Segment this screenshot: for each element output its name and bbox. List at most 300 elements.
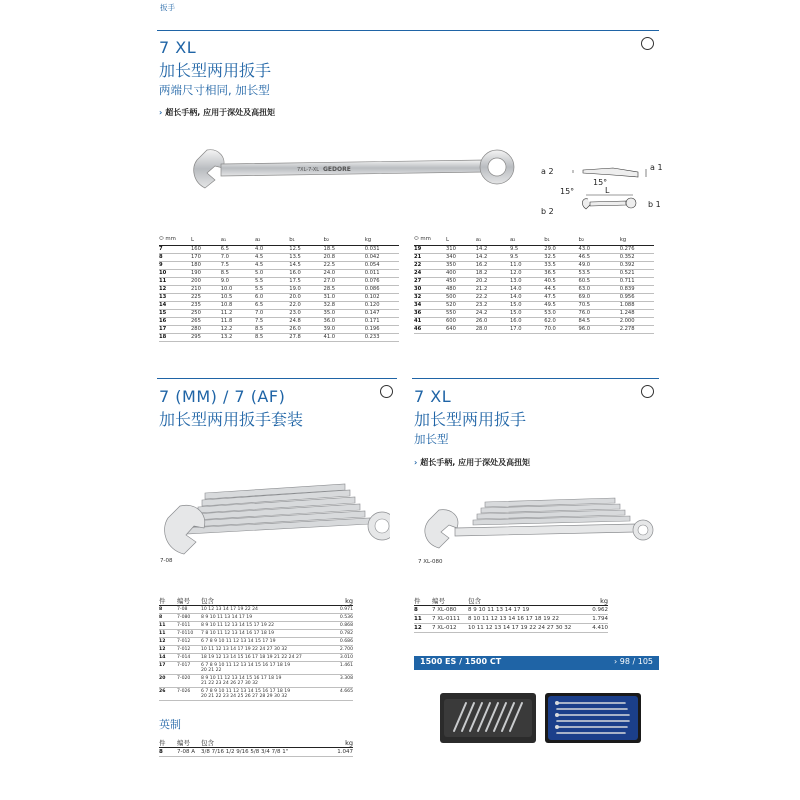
cross-reference-banner: [414, 656, 659, 670]
cell-text: 1.461: [339, 663, 353, 668]
table-cell: 250: [191, 309, 221, 317]
table-cell: 46: [414, 325, 446, 333]
spec-header-2: [476, 236, 510, 245]
cell-text: 11: [159, 631, 166, 636]
table-cell: 60.5: [579, 277, 620, 285]
table-cell: [159, 646, 177, 654]
cell-text: 26: [159, 689, 166, 694]
table-cell: [337, 688, 353, 701]
table-cell: 26.0: [476, 317, 510, 325]
spec-header-cell: a₂: [254, 236, 261, 243]
table-cell: 4.0: [255, 245, 289, 253]
table-cell: 7 XL-0111: [432, 615, 468, 624]
table-cell: 14.5: [289, 261, 323, 269]
table-cell: 12: [159, 285, 191, 293]
table-cell: 0.086: [365, 285, 399, 293]
table-cell: [177, 638, 201, 646]
table-cell: 0.392: [620, 261, 654, 269]
cell-text: 2.700: [339, 647, 353, 652]
cell-text: 8: [159, 615, 163, 620]
cell-text: 6 7 8 9 10 11 12 13 14 15 16 17 18 19: [201, 663, 291, 668]
table-cell: 350: [446, 261, 476, 269]
table-cell: 450: [446, 277, 476, 285]
table-cell: 7.0: [221, 253, 255, 261]
table-cell: 0.011: [365, 269, 399, 277]
table-cell: 11.2: [221, 309, 255, 317]
spec-header-cell: b₂: [578, 236, 585, 243]
table-cell: 22: [414, 261, 446, 269]
cell-text: 0.536: [339, 615, 353, 620]
label-a1: a 1: [650, 163, 663, 172]
table-row: [159, 638, 353, 646]
table-cell: 0.276: [620, 245, 654, 253]
table-row: [159, 333, 399, 341]
spec-header-cell: kg: [619, 236, 627, 243]
table-row: [414, 285, 654, 293]
table-cell: [201, 675, 337, 688]
table-cell: 0.054: [365, 261, 399, 269]
table-row: [159, 285, 399, 293]
table-cell: 7.0: [255, 309, 289, 317]
th-contents: 包含: [201, 596, 337, 606]
header-category: 扳手: [160, 3, 175, 12]
table-cell: [159, 614, 177, 622]
spec-header-cell: a₂: [509, 236, 516, 243]
section1-code: 7 XL: [159, 38, 197, 57]
table-cell: 4.5: [255, 253, 289, 261]
section2-title: 加长型两用扳手套装: [159, 410, 304, 429]
table-cell: 29.0: [544, 245, 578, 253]
table-cell: 170: [191, 253, 221, 261]
table-row: [414, 261, 654, 269]
th-code: 编号: [177, 738, 201, 748]
table-row: [414, 277, 654, 285]
table-cell: 27.0: [324, 277, 365, 285]
table-cell: 49.0: [579, 261, 620, 269]
banner-page-link[interactable]: [614, 657, 653, 666]
imperial-heading: 英制: [159, 718, 181, 731]
table-cell: [177, 688, 201, 701]
table-cell: 14.2: [476, 253, 510, 261]
spec-header-2: [221, 236, 255, 245]
table-cell: 11.8: [221, 317, 255, 325]
table-cell: 27: [414, 277, 446, 285]
dimension-diagram: [538, 155, 663, 220]
section3-set-image: [415, 490, 655, 558]
table-row: [414, 309, 654, 317]
table-cell: 24.8: [289, 317, 323, 325]
table-cell: 3/8 7/16 1/2 9/16 5/8 3/4 7/8 1": [201, 748, 337, 757]
spec-header-6: [365, 236, 399, 245]
table-row: [159, 317, 399, 325]
cell-text: 7-08: [177, 607, 188, 612]
cell-text: 0.868: [339, 623, 353, 628]
table-cell: 23.2: [476, 301, 510, 309]
table-cell: 14: [159, 301, 191, 309]
table-cell: 310: [446, 245, 476, 253]
table-cell: [337, 654, 353, 662]
table-cell: [177, 646, 201, 654]
imperial-table-header: [159, 738, 353, 748]
cell-text: 7-011: [177, 623, 191, 628]
section3-image-caption: 7 XL-080: [418, 559, 443, 565]
cell-text-line2: 20 21 22 23 24 25 26 27 28 29 30 32: [201, 694, 288, 699]
table-cell: 18: [159, 333, 191, 341]
table-cell: 0.839: [620, 285, 654, 293]
label-angle2: 15°: [560, 187, 575, 196]
wrench-size-icon: ⬭: [159, 236, 166, 243]
table-cell: [159, 688, 177, 701]
table-cell: 0.120: [365, 301, 399, 309]
table-cell: 0.031: [365, 245, 399, 253]
table-cell: 8 10 11 12 13 14 16 17 18 19 22: [468, 615, 592, 624]
table-row: [159, 748, 353, 757]
table-cell: 0.042: [365, 253, 399, 261]
label-b1: b 1: [648, 200, 661, 209]
table-cell: [337, 662, 353, 675]
table-cell: 13.0: [510, 277, 544, 285]
table-cell: 21.2: [476, 285, 510, 293]
cell-text-line2: 20 21 22: [201, 668, 222, 673]
table-cell: 43.0: [579, 245, 620, 253]
table-cell: 0.521: [620, 269, 654, 277]
table-cell: 15.0: [510, 309, 544, 317]
cell-text: 6 7 8 9 10 11 12 13 14 15 17 19: [201, 639, 276, 644]
table-cell: [201, 638, 337, 646]
table-cell: 640: [446, 325, 476, 333]
table-cell: 17: [159, 325, 191, 333]
table-cell: 39.0: [324, 325, 365, 333]
table-row: [159, 253, 399, 261]
table-cell: [177, 614, 201, 622]
table-row: [159, 646, 353, 654]
spec-header-3: [255, 236, 289, 245]
table-cell: 22.0: [289, 301, 323, 309]
section2-set-image: [160, 478, 390, 563]
table-cell: 36.0: [324, 317, 365, 325]
spec-header-cell: mm: [165, 236, 176, 243]
table-cell: [159, 654, 177, 662]
table-cell: 31.0: [324, 293, 365, 301]
cell-text: 7-080: [177, 615, 191, 620]
table-row: [159, 309, 399, 317]
table-row: [414, 269, 654, 277]
table-cell: 600: [446, 317, 476, 325]
label-angle1: 15°: [593, 178, 608, 187]
table-cell: 7: [159, 245, 191, 253]
table-cell: 8: [159, 748, 177, 757]
table-cell: 1.794: [592, 616, 608, 622]
table-cell: 16.2: [476, 261, 510, 269]
spec-header-cell: L: [446, 236, 450, 243]
cell-text: 8 9 10 11 13 14 17 19: [201, 615, 253, 620]
cell-text: 6 7 8 9 10 11 12 13 14 15 16 17 18 19: [201, 689, 291, 694]
brand-logo-icon: [380, 385, 393, 398]
table-cell: 7.5: [221, 261, 255, 269]
table-cell: 7.5: [255, 317, 289, 325]
table-row: [414, 615, 608, 624]
section3-bullet: [414, 457, 530, 468]
cell-text: 3.308: [339, 676, 353, 681]
table-cell: 12.5: [289, 245, 323, 253]
section2-sets-table: [159, 596, 353, 701]
section1-bullet-text: 超长手柄, 应用于深处及高扭矩: [165, 108, 276, 117]
cell-text: 11: [159, 623, 166, 628]
section1-subtitle: 两端尺寸相同, 加长型: [159, 83, 270, 97]
tray-es-image: [440, 693, 536, 743]
section3-code: 7 XL: [414, 387, 452, 406]
table-cell: 14.0: [510, 293, 544, 301]
table-row: [159, 622, 353, 630]
spec-header-cell: a₁: [220, 236, 227, 243]
cell-text: 7-014: [177, 655, 191, 660]
table-cell: 24: [414, 269, 446, 277]
cell-text: 0.782: [339, 631, 353, 636]
section2-image-caption: 7-08: [160, 558, 173, 564]
table-cell: 1.047: [337, 749, 353, 755]
table-cell: 4.410: [592, 625, 608, 631]
spec-header-5: [324, 236, 365, 245]
table-cell: [159, 638, 177, 646]
table-row: [414, 606, 608, 615]
table-cell: 47.5: [544, 293, 578, 301]
spec-table-header: [159, 236, 399, 245]
table-cell: [159, 630, 177, 638]
spec-header-cell: mm: [420, 236, 431, 243]
table-cell: [159, 606, 177, 614]
table-cell: 53.0: [544, 309, 578, 317]
spec-header-cell: b₁: [544, 236, 550, 243]
table-cell: 12.0: [510, 269, 544, 277]
table-cell: 10: [159, 269, 191, 277]
table-row: [159, 277, 399, 285]
th-pieces: 件: [414, 596, 432, 606]
table-cell: 8 9 10 11 13 14 17 19: [468, 606, 592, 615]
table-cell: 10.8: [221, 301, 255, 309]
spec-header-5: [579, 236, 620, 245]
section2-code: 7 (MM) / 7 (AF): [159, 387, 286, 406]
banner-left-label: 1500 ES / 1500 CT: [420, 657, 502, 666]
table-cell: 18.5: [324, 245, 365, 253]
th-kg: kg: [337, 738, 353, 748]
spec-table-left: [159, 236, 399, 342]
label-a2: a 2: [541, 167, 554, 176]
cell-text: 12: [159, 639, 166, 644]
cell-text: 10 12 13 14 17 19 22 24: [201, 607, 258, 612]
table-cell: 0.233: [365, 333, 399, 341]
header-rule: [157, 30, 659, 31]
spec-header-1: [446, 236, 476, 245]
section3-bullet-text: 超长手柄, 应用于深处及高扭矩: [420, 458, 531, 467]
table-cell: 49.5: [544, 301, 578, 309]
sets-table-header: [414, 596, 608, 606]
table-cell: 46.5: [579, 253, 620, 261]
table-cell: [201, 630, 337, 638]
table-cell: 0.711: [620, 277, 654, 285]
th-code: 编号: [177, 596, 201, 606]
table-cell: 180: [191, 261, 221, 269]
section3-sets-table: [414, 596, 608, 633]
table-cell: [337, 630, 353, 638]
table-cell: [201, 622, 337, 630]
cell-text: 4.665: [339, 689, 353, 694]
table-cell: [201, 662, 337, 675]
spec-header-cell: b₁: [289, 236, 295, 243]
th-kg: kg: [337, 596, 353, 606]
table-cell: 35.0: [324, 309, 365, 317]
table-cell: 9.5: [510, 253, 544, 261]
section3-subtitle: 加长型: [414, 432, 449, 446]
table-cell: 96.0: [579, 325, 620, 333]
table-cell: 4.5: [255, 261, 289, 269]
chevron-right-icon: ›: [159, 108, 163, 117]
table-row: [159, 630, 353, 638]
table-cell: 8.5: [221, 269, 255, 277]
tray-ct-image: [545, 693, 641, 743]
table-row: [159, 654, 353, 662]
table-cell: 0.147: [365, 309, 399, 317]
table-cell: 19: [414, 245, 446, 253]
table-cell: 63.0: [579, 285, 620, 293]
table-cell: 0.076: [365, 277, 399, 285]
cell-text: 8: [159, 607, 163, 612]
table-cell: 32: [414, 293, 446, 301]
table-cell: 36: [414, 309, 446, 317]
table-cell: [201, 688, 337, 701]
table-cell: 11: [414, 615, 432, 624]
table-cell: 8: [159, 253, 191, 261]
th-code: 编号: [432, 596, 468, 606]
table-cell: 0.196: [365, 325, 399, 333]
wrench-size-icon: ⬭: [414, 236, 421, 243]
table-cell: 2.000: [620, 317, 654, 325]
table-cell: 12.2: [221, 325, 255, 333]
table-cell: 17.0: [510, 325, 544, 333]
cell-text: 14: [159, 655, 166, 660]
table-cell: 11.0: [510, 261, 544, 269]
table-cell: 6.5: [255, 301, 289, 309]
table-cell: 9.5: [510, 245, 544, 253]
table-cell: 69.0: [579, 293, 620, 301]
table-cell: 32.8: [324, 301, 365, 309]
table-cell: 30: [414, 285, 446, 293]
table-cell: 24.0: [324, 269, 365, 277]
table-cell: 500: [446, 293, 476, 301]
table-cell: 5.5: [255, 277, 289, 285]
table-cell: [177, 675, 201, 688]
spec-header-0: [159, 236, 191, 245]
label-b2: b 2: [541, 207, 554, 216]
table-cell: [159, 662, 177, 675]
table-cell: 8.5: [255, 325, 289, 333]
table-cell: 21: [414, 253, 446, 261]
table-cell: 14.2: [476, 245, 510, 253]
chevron-right-icon: ›: [414, 458, 418, 467]
table-cell: 41.0: [324, 333, 365, 341]
table-row: [414, 317, 654, 325]
section3-title: 加长型两用扳手: [414, 410, 527, 429]
table-cell: 9: [159, 261, 191, 269]
cell-text: 18 19 12 13 14 15 16 17 18 19 21 22 24 27: [201, 655, 302, 660]
table-cell: 22.2: [476, 293, 510, 301]
cell-text-line2: 21 22 23 24 26 27 30 32: [201, 681, 258, 686]
table-cell: 20.2: [476, 277, 510, 285]
table-cell: 210: [191, 285, 221, 293]
table-cell: 17.5: [289, 277, 323, 285]
table-cell: 0.171: [365, 317, 399, 325]
table-cell: 1.088: [620, 301, 654, 309]
spec-header-6: [620, 236, 654, 245]
table-cell: 34: [414, 301, 446, 309]
table-row: [159, 688, 353, 701]
th-kg: kg: [592, 596, 608, 606]
cell-text: 12: [159, 647, 166, 652]
table-cell: 16.0: [289, 269, 323, 277]
table-cell: 7-08 A: [177, 748, 201, 757]
table-cell: 24.2: [476, 309, 510, 317]
table-row: [159, 325, 399, 333]
table-row: [414, 245, 654, 253]
cell-text: 7 8 10 11 12 13 14 16 17 18 19: [201, 631, 275, 636]
table-cell: 6.5: [221, 245, 255, 253]
table-cell: [177, 622, 201, 630]
table-cell: 200: [191, 277, 221, 285]
table-row: [414, 293, 654, 301]
table-cell: 70.0: [544, 325, 578, 333]
table-cell: 6.0: [255, 293, 289, 301]
table-row: [414, 301, 654, 309]
table-cell: 0.962: [592, 607, 608, 613]
cell-text: 7-0110: [177, 631, 194, 636]
spec-header-4: [544, 236, 578, 245]
table-cell: 32.5: [544, 253, 578, 261]
table-cell: 480: [446, 285, 476, 293]
table-cell: 22.5: [324, 261, 365, 269]
table-row: [159, 245, 399, 253]
table-cell: [159, 675, 177, 688]
table-cell: 53.5: [579, 269, 620, 277]
cell-text: 7-020: [177, 676, 191, 681]
table-cell: [201, 614, 337, 622]
table-cell: 14.0: [510, 285, 544, 293]
table-cell: 44.5: [544, 285, 578, 293]
cell-text: 7-026: [177, 689, 191, 694]
table-cell: [177, 606, 201, 614]
label-L: L: [605, 186, 610, 195]
brand-logo-icon: [641, 37, 654, 50]
table-cell: [337, 646, 353, 654]
table-row: [159, 675, 353, 688]
table-cell: 62.0: [544, 317, 578, 325]
cell-text: 0.971: [339, 607, 353, 612]
wrench-mark-left: 7XL-7-XL: [297, 167, 320, 173]
brand-logo-icon: [641, 385, 654, 398]
cell-text: 7-012: [177, 647, 191, 652]
table-cell: 84.5: [579, 317, 620, 325]
table-cell: 15: [159, 309, 191, 317]
cell-text: 7-017: [177, 663, 191, 668]
table-cell: 0.102: [365, 293, 399, 301]
table-cell: 5.0: [255, 269, 289, 277]
imperial-table: [159, 738, 353, 757]
cell-text: 10 11 12 13 14 17 19 22 24 27 30 32: [201, 647, 288, 652]
banner-right-label: 98 / 105: [619, 657, 653, 666]
table-cell: 9.0: [221, 277, 255, 285]
table-cell: [177, 662, 201, 675]
table-row: [159, 606, 353, 614]
table-cell: 265: [191, 317, 221, 325]
section2-rule: [157, 378, 397, 379]
